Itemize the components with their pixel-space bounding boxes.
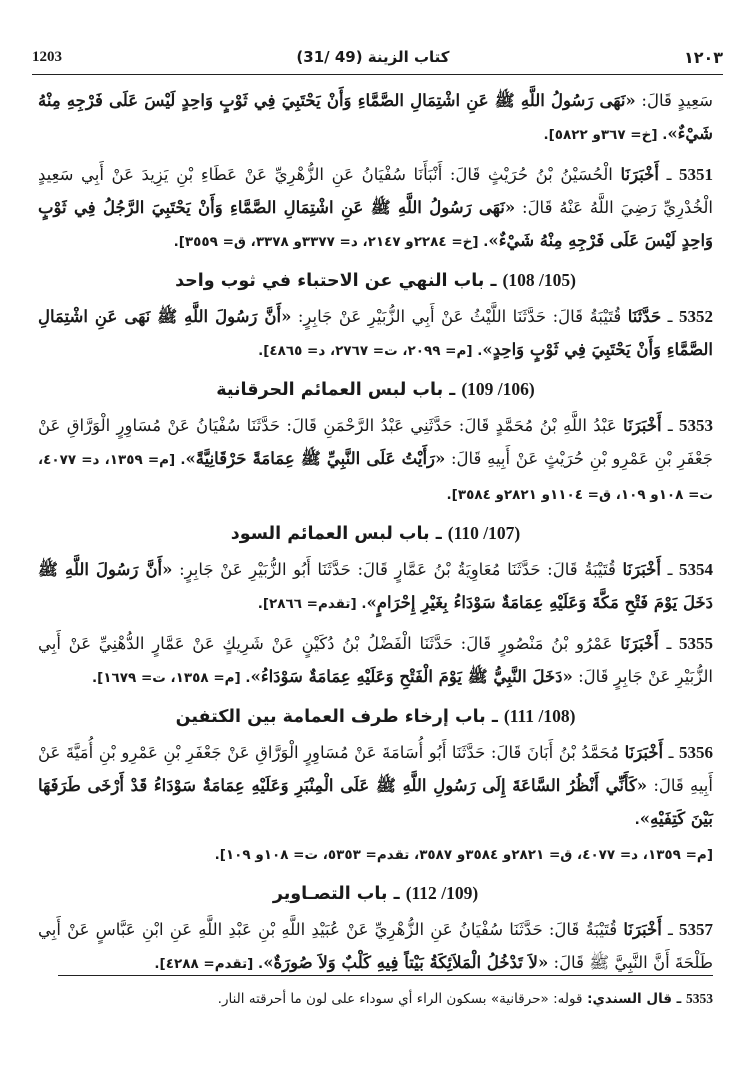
chapter-title: ـ باب النهي عن الاحتباء في ثوب واحد	[175, 271, 503, 291]
chapter-heading	[38, 374, 713, 405]
chapter-number: (107/ 110)	[447, 523, 521, 543]
chapter-title: ـ باب لبس العمائم الحرقانية	[216, 380, 462, 400]
isnad-text: قُتَيْبَةُ قَالَ: حَدَّثَنَا سُفْيَانُ عَنِ الزُّهْرِيِّ عَنْ عُبَيْدِ اللَّهِ بْنِ عَبْدِ اللَّهِ عَنِ ابْنِ عَبَّاسٍ عَنْ أَبِي طَلْحَةَ أَنَّ النَّبِيَّ ﷺ قَالَ:	[38, 920, 713, 972]
hadith-paragraph: 5352 ـ حَدَّثَنَا قُتَيْبَةُ قَالَ: حَدَّثَنَا اللَّيْثُ عَنْ أَبِي الزُّبَيْرِ عَنْ جَابِرٍ: «أَنَّ رَسُولَ اللَّهِ ﷺ نَهَى عَنِ اشْتِمَالِ الصَّمَّاءِ وَأَنْ يَحْتَبِيَ فِي ثَوْبٍ وَاحِدٍ». [م= ٢٠٩٩، ت= ٢٧٦٧، د= ٤٨٦٥].	[38, 307, 713, 359]
chapter-heading	[38, 518, 713, 549]
source-reference: . [تقدم= ٢٨٦٦].	[257, 596, 367, 612]
footnote-rule	[58, 975, 713, 976]
hadith-number: 5351	[679, 165, 714, 184]
transmission-opener: حَدَّثَنَا	[627, 307, 662, 326]
running-title: (31/ 49) كتاب الزينة	[296, 48, 450, 66]
isnad-text: قُتَيْبَةُ قَالَ: حَدَّثَنَا اللَّيْثُ عَنْ أَبِي الزُّبَيْرِ عَنْ جَابِرٍ:	[291, 307, 628, 326]
isnad-text: سَعِيدٍ قَالَ:	[635, 91, 713, 110]
transmission-opener: أَخْبَرَنَا	[623, 416, 662, 435]
chapter-heading	[38, 878, 713, 909]
footnote-number: 5353	[686, 991, 713, 1006]
hadith-quote: «أَنَّ رَسُولَ اللَّهِ ﷺ دَخَلَ يَوْمَ فَتْحِ مَكَّةَ وَعَلَيْهِ عِمَامَةٌ سَوْدَاءُ بِغَيْرِ إِحْرَامٍ»	[38, 560, 713, 612]
isnad-text: الْحُسَيْنُ بْنُ حُرَيْثٍ قَالَ: أَنْبَأَنَا سُفْيَانُ عَنِ الزُّهْرِيِّ عَنْ عَطَاءِ بْنِ يَزِيدَ عَنْ أَبِي سَعِيدٍ الْخُدْرِيِّ رَضِيَ اللَّهُ عَنْهُ قَالَ:	[38, 165, 713, 217]
text-paragraph	[38, 84, 713, 152]
chapter-title: ـ باب التصـاوير	[272, 884, 406, 904]
chapter-number: (109/ 112)	[405, 883, 479, 903]
hadith-quote: «رَأَيْتُ عَلَى النَّبِيِّ ﷺ عِمَامَةً حَرْقَانِيَّةً»	[185, 449, 446, 468]
hadith-number: 5356	[679, 743, 714, 762]
hadith-paragraph: 5354 ـ أَخْبَرَنَا قُتَيْبَةُ قَالَ: حَدَّثَنَا مُعَاوِيَةُ بْنُ عَمَّارٍ قَالَ: حَدَّثَنَا أَبُو الزُّبَيْرِ عَنْ جَابِرٍ: «أَنَّ رَسُولَ اللَّهِ ﷺ دَخَلَ يَوْمَ فَتْحِ مَكَّةَ وَعَلَيْهِ عِمَامَةٌ سَوْدَاءُ بِغَيْرِ إِحْرَامٍ». [تقدم= ٢٨٦٦].	[38, 560, 713, 612]
isnad-text: مُحَمَّدُ بْنُ أَبَانَ قَالَ: حَدَّثَنَا أَبُو أُسَامَةَ عَنْ مُسَاوِرٍ الْوَرَّاقِ عَنْ جَعْفَرِ بْنِ عَمْرِو بْنِ أُمَيَّةَ عَنْ أَبِيهِ قَالَ:	[38, 743, 713, 795]
page-number-arabic: ١٢٠٣	[683, 47, 723, 67]
page-number-latin: 1203	[32, 48, 62, 65]
chapter-number: (106/ 109)	[461, 379, 535, 399]
hadith-quote: «كَأَنِّي أَنْظُرُ السَّاعَةَ إِلَى رَسُولِ اللَّهِ ﷺ عَلَى الْمِنْبَرِ وَعَلَيْهِ عِمَامَةٌ سَوْدَاءُ قَدْ أَرْخَى طَرَفَهَا بَيْنَ كَتِفَيْهِ»	[38, 776, 713, 828]
main-text	[38, 84, 713, 987]
chapter-number: (105/ 108)	[502, 270, 576, 290]
isnad-text: عَمْرُو بْنُ مَنْصُورٍ قَالَ: حَدَّثَنَا الْفَضْلُ بْنُ دُكَيْنٍ عَنْ شَرِيكٍ عَنْ عَمَّارٍ الدُّهْنِيِّ عَنْ أَبِي الزُّبَيْرِ عَنْ جَابِرٍ قَالَ:	[38, 634, 713, 686]
chapter-heading	[38, 701, 713, 732]
isnad-text: عَبْدُ اللَّهِ بْنُ مُحَمَّدٍ قَالَ: حَدَّثَنِي عَبْدُ الرَّحْمَنِ قَالَ: حَدَّثَنَا سُفْيَانُ عَنْ مُسَاوِرٍ الْوَرَّاقِ عَنْ جَعْفَرِ بْنِ عَمْرِو بْنِ حُرَيْثٍ عَنْ أَبِيهِ قَالَ:	[38, 416, 713, 468]
hadith-number: 5352	[679, 307, 713, 326]
hadith-quote: «نَهَى رَسُولُ اللَّهِ ﷺ عَنِ اشْتِمَالِ الصَّمَّاءِ وَأَنْ يَحْتَبِيَ الرَّجُلُ فِي ثَوْبٍ وَاحِدٍ لَيْسَ عَلَى فَرْجِهِ مِنْهُ شَيْءٌ»	[38, 198, 713, 250]
isnad-text: قُتَيْبَةُ قَالَ: حَدَّثَنَا مُعَاوِيَةُ بْنُ عَمَّارٍ قَالَ: حَدَّثَنَا أَبُو الزُّبَيْرِ عَنْ جَابِرٍ:	[172, 560, 623, 579]
footnote-author: ـ قال السندي:	[582, 991, 686, 1007]
chapter-title: ـ باب إرخاء طرف العمامة بين الكتفين	[175, 707, 504, 727]
hadith-paragraph: 5356 ـ أَخْبَرَنَا مُحَمَّدُ بْنُ أَبَانَ قَالَ: حَدَّثَنَا أَبُو أُسَامَةَ عَنْ مُسَاوِرٍ الْوَرَّاقِ عَنْ جَعْفَرِ بْنِ عَمْرِو بْنِ أُمَيَّةَ عَنْ أَبِيهِ قَالَ: «كَأَنِّي أَنْظُرُ السَّاعَةَ إِلَى رَسُولِ اللَّهِ ﷺ عَلَى الْمِنْبَرِ وَعَلَيْهِ عِمَامَةٌ سَوْدَاءُ قَدْ أَرْخَى طَرَفَهَا بَيْنَ كَتِفَيْهِ». [م= ١٣٥٩، د= ٤٠٧٧، ق= ٢٨٢١و ٣٥٨٤و ٣٥٨٧، تقدم= ٥٣٥٣، ت= ١٠٨و ١٠٩].	[38, 743, 714, 863]
transmission-opener: أَخْبَرَنَا	[624, 743, 664, 762]
hadith-paragraph: 5353 ـ أَخْبَرَنَا عَبْدُ اللَّهِ بْنُ مُحَمَّدٍ قَالَ: حَدَّثَنِي عَبْدُ الرَّحْمَنِ قَالَ: حَدَّثَنَا سُفْيَانُ عَنْ مُسَاوِرٍ الْوَرَّاقِ عَنْ جَعْفَرِ بْنِ عَمْرِو بْنِ حُرَيْثٍ عَنْ أَبِيهِ قَالَ: «رَأَيْتُ عَلَى النَّبِيِّ ﷺ عِمَامَةً حَرْقَانِيَّةً». [م= ١٣٥٩، د= ٤٠٧٧، ت= ١٠٨و ١٠٩، ق= ١١٠٤و ٢٨٢١و ٣٥٨٤].	[38, 416, 713, 503]
hadith-quote: «لاَ تَدْخُلُ الْمَلاَئِكَةُ بَيْتاً فِيهِ كَلْبٌ وَلاَ صُورَةٌ»	[263, 953, 549, 972]
hadith-number: 5354	[679, 560, 713, 579]
source-reference: . [م= ٢٠٩٩، ت= ٢٧٦٧، د= ٤٨٦٥].	[258, 343, 483, 359]
hadith-quote: «أَنَّ رَسُولَ اللَّهِ ﷺ نَهَى عَنِ اشْتِمَالِ الصَّمَّاءِ وَأَنْ يَحْتَبِيَ فِي ثَوْبٍ وَاحِدٍ»	[38, 307, 713, 359]
transmission-opener: أَخْبَرَنَا	[622, 560, 661, 579]
footnote-text: قوله: «حرقانية» بسكون الراء أي سوداء على لون ما أحرقته النار.	[217, 991, 583, 1007]
chapter-heading	[38, 265, 713, 296]
footnote	[58, 988, 713, 1010]
chapter-title: ـ باب لبس العمائم السود	[230, 524, 448, 544]
transmission-opener: أَخْبَرَنَا	[623, 920, 662, 939]
transmission-opener: أَخْبَرَنَا	[620, 634, 659, 653]
source-reference: . [م= ١٣٥٨، ت= ١٦٧٩].	[91, 670, 251, 686]
hadith-paragraph: 5351 ـ أَخْبَرَنَا الْحُسَيْنُ بْنُ حُرَيْثٍ قَالَ: أَنْبَأَنَا سُفْيَانُ عَنِ الزُّهْرِيِّ عَنْ عَطَاءِ بْنِ يَزِيدَ عَنْ أَبِي سَعِيدٍ الْخُدْرِيِّ رَضِيَ اللَّهُ عَنْهُ قَالَ: «نَهَى رَسُولُ اللَّهِ ﷺ عَنِ اشْتِمَالِ الصَّمَّاءِ وَأَنْ يَحْتَبِيَ الرَّجُلُ فِي ثَوْبٍ وَاحِدٍ لَيْسَ عَلَى فَرْجِهِ مِنْهُ شَيْءٌ». [خ= ٢٢٨٤و ٢١٤٧، د= ٣٣٧٧و ٣٣٧٨، ق= ٣٥٥٩].	[38, 165, 714, 250]
header-rule	[32, 74, 723, 75]
hadith-paragraph: 5357 ـ أَخْبَرَنَا قُتَيْبَةُ قَالَ: حَدَّثَنَا سُفْيَانُ عَنِ الزُّهْرِيِّ عَنْ عُبَيْدِ اللَّهِ بْنِ عَبْدِ اللَّهِ عَنِ ابْنِ عَبَّاسٍ عَنْ أَبِي طَلْحَةَ أَنَّ النَّبِيَّ ﷺ قَالَ: «لاَ تَدْخُلُ الْمَلاَئِكَةُ بَيْتاً فِيهِ كَلْبٌ وَلاَ صُورَةٌ». [تقدم= ٤٢٨٨].	[38, 920, 713, 972]
hadith-quote: «دَخَلَ النَّبِيُّ ﷺ يَوْمَ الْفَتْحِ وَعَلَيْهِ عِمَامَةٌ سَوْدَاءُ»	[250, 667, 573, 686]
source-reference: . [خ= ٢٢٨٤و ٢١٤٧، د= ٣٣٧٧و ٣٣٧٨، ق= ٣٥٥٩].	[173, 234, 489, 250]
transmission-opener: أَخْبَرَنَا	[620, 165, 659, 184]
source-reference: [م= ١٣٥٩، د= ٤٠٧٧، ق= ٢٨٢١و ٣٥٨٤و ٣٥٨٧، تقدم= ٥٣٥٣، ت= ١٠٨و ١٠٩].	[214, 847, 713, 863]
source-reference: . [تقدم= ٤٢٨٨].	[154, 956, 264, 972]
chapter-number: (108/ 111)	[503, 706, 576, 726]
source-reference: . [خ= ٣٦٧و ٥٨٢٢].	[543, 127, 668, 143]
page-header	[32, 44, 723, 70]
hadith-number: 5357	[679, 920, 713, 939]
hadith-number: 5353	[679, 416, 713, 435]
source-reference: . [م= ١٣٥٩، د= ٤٠٧٧، ت= ١٠٨و ١٠٩، ق= ١١٠٤و ٢٨٢١و ٣٥٨٤].	[38, 452, 713, 503]
hadith-paragraph: 5355 ـ أَخْبَرَنَا عَمْرُو بْنُ مَنْصُورٍ قَالَ: حَدَّثَنَا الْفَضْلُ بْنُ دُكَيْنٍ عَنْ شَرِيكٍ عَنْ عَمَّارٍ الدُّهْنِيِّ عَنْ أَبِي الزُّبَيْرِ عَنْ جَابِرٍ قَالَ: «دَخَلَ النَّبِيُّ ﷺ يَوْمَ الْفَتْحِ وَعَلَيْهِ عِمَامَةٌ سَوْدَاءُ». [م= ١٣٥٨، ت= ١٦٧٩].	[38, 634, 714, 686]
hadith-number: 5355	[679, 634, 714, 653]
hadith-quote: «نَهَى رَسُولُ اللَّهِ ﷺ عَنِ اشْتِمَالِ الصَّمَّاءِ وَأَنْ يَحْتَبِيَ فِي ثَوْبٍ وَاحِدٍ لَيْسَ عَلَى فَرْجِهِ مِنْهُ شَيْءٌ»	[38, 91, 713, 143]
source-reference: .	[634, 812, 640, 828]
